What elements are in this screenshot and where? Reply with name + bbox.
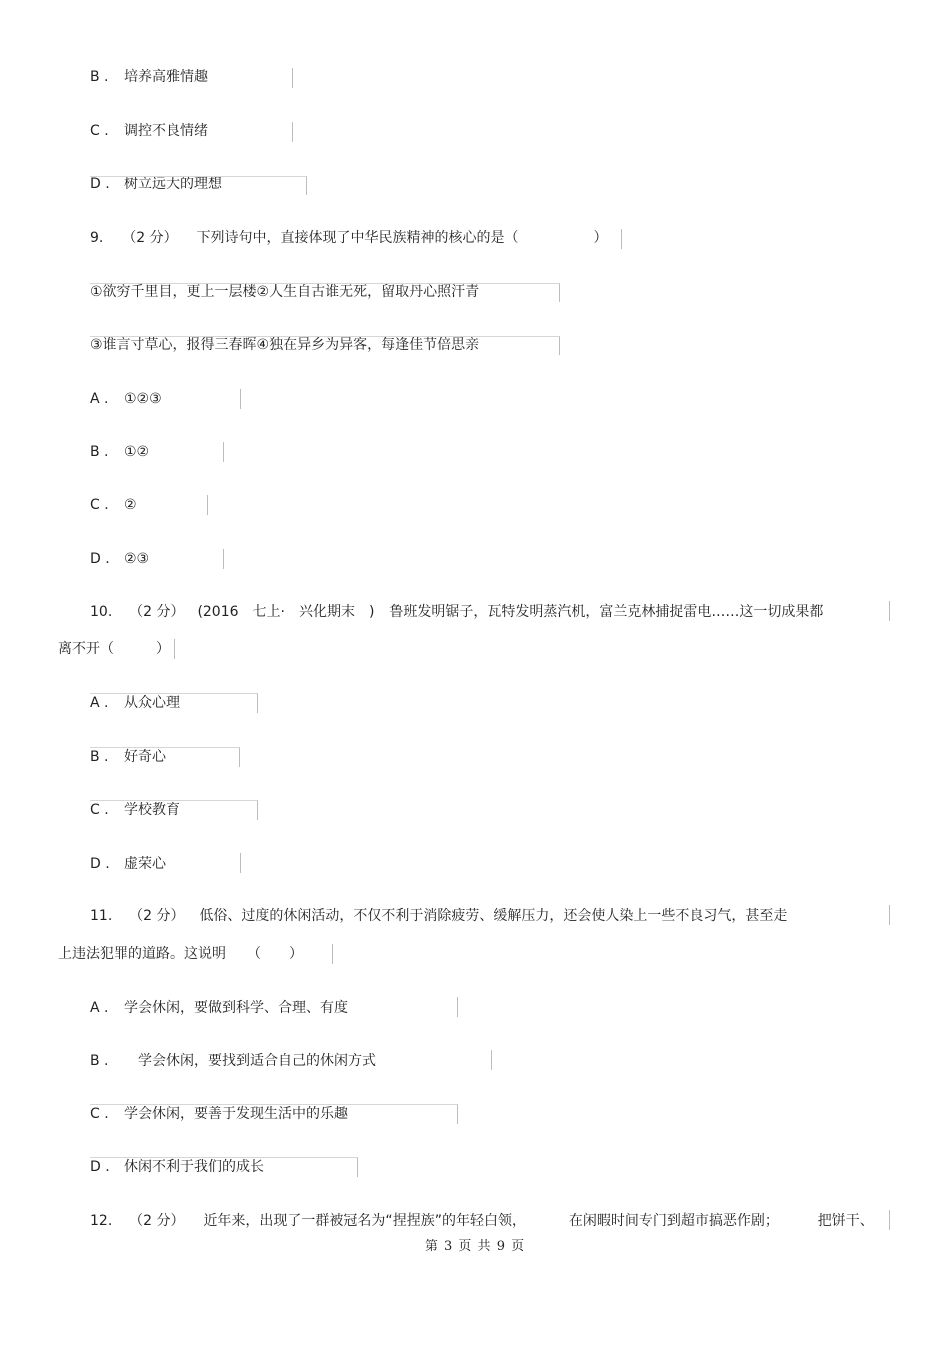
question-score: （2 分） — [129, 604, 185, 620]
answer-box-edge — [223, 549, 224, 569]
answer-box-edge — [90, 1157, 358, 1177]
option-label: A . — [90, 391, 109, 407]
option-label: B . — [90, 444, 109, 460]
answer-box-edge — [292, 122, 293, 142]
question-9-line-2: ③谁言寸草心，报得三春晖④独在异乡为异客，每逢佳节倍思亲 — [90, 337, 480, 353]
option-label: B . — [90, 69, 109, 85]
option-b — [90, 443, 149, 461]
answer-box-edge — [332, 944, 333, 964]
option-text: ② — [124, 497, 137, 513]
question-11 — [90, 907, 787, 925]
option-label: D . — [90, 1159, 110, 1175]
question-stem: 鲁班发明锯子，瓦特发明蒸汽机，富兰克林捕捉雷电……这一切成果都 — [389, 604, 824, 620]
option-text: 调控不良情绪 — [124, 123, 208, 139]
option-text: 学会休闲，要善于发现生活中的乐趣 — [124, 1106, 348, 1122]
answer-box-edge — [240, 853, 241, 873]
question-score: （2 分） — [129, 1213, 185, 1229]
question-number: 9. — [90, 230, 104, 246]
question-10 — [90, 603, 823, 621]
option-label: C . — [90, 1106, 109, 1122]
option-label: C . — [90, 802, 109, 818]
question-stem: 近年来，出现了一群被冠名为“捏捏族”的年轻白领， — [203, 1213, 526, 1229]
question-stem: 下列诗句中，直接体现了中华民族精神的核心的是（ — [196, 230, 519, 246]
answer-box-edge — [174, 639, 175, 659]
answer-box-edge — [207, 495, 208, 515]
answer-box-edge — [223, 442, 224, 462]
question-9-line-1: ①欲穷千里目，更上一层楼②人生自古谁无死，留取丹心照汗青 — [90, 284, 480, 300]
option-text: ②③ — [124, 551, 150, 567]
answer-box-edge — [90, 747, 240, 767]
option-text: 培养高雅情趣 — [124, 69, 208, 85]
question-9 — [90, 229, 607, 247]
question-source: (2016 七上· 兴化期末 ) — [197, 604, 375, 620]
option-label: B . — [90, 749, 109, 765]
option-label: D . — [90, 551, 110, 567]
question-score: （2 分） — [122, 230, 178, 246]
option-label: A . — [90, 695, 109, 711]
answer-box-edge — [621, 229, 622, 249]
option-label: C . — [90, 123, 109, 139]
answer-box-edge — [90, 336, 560, 355]
option-text: 好奇心 — [124, 749, 166, 765]
option-text: 学会休闲，要找到适合自己的休闲方式 — [138, 1053, 376, 1069]
option-text: 学会休闲，要做到科学、合理、有度 — [124, 1000, 348, 1016]
answer-box-edge — [90, 283, 560, 302]
question-number: 10. — [90, 604, 113, 620]
answer-box-edge — [889, 905, 890, 925]
option-text: 休闲不利于我们的成长 — [124, 1159, 264, 1175]
option-b — [90, 68, 208, 86]
option-label: A . — [90, 1000, 109, 1016]
answer-box-edge — [491, 1050, 492, 1070]
option-b — [90, 1052, 376, 1070]
answer-box-edge — [292, 68, 293, 88]
option-text: 从众心理 — [124, 695, 180, 711]
page-footer: 第 3 页 共 9 页 — [424, 1239, 526, 1254]
question-stem-cont: 离不开（ ） — [58, 641, 170, 657]
question-stem: 在闲暇时间专门到超市搞恶作剧； — [568, 1213, 779, 1229]
option-a — [90, 999, 348, 1017]
question-12 — [90, 1212, 874, 1230]
option-text: 树立远大的理想 — [124, 176, 222, 192]
question-score: （2 分） — [129, 908, 185, 924]
option-label: D . — [90, 856, 110, 872]
question-number: 11. — [90, 908, 113, 924]
answer-box-edge — [90, 1104, 458, 1124]
answer-box-edge — [889, 601, 890, 621]
option-text: 学校教育 — [124, 802, 180, 818]
answer-box-edge — [240, 389, 241, 409]
option-c — [90, 122, 208, 140]
question-paren-close: ） — [593, 230, 608, 246]
question-number: 12. — [90, 1213, 113, 1229]
option-label: C . — [90, 497, 109, 513]
answer-box-edge — [90, 176, 307, 195]
option-text: 虚荣心 — [124, 856, 166, 872]
option-d — [90, 855, 166, 873]
answer-box-edge — [889, 1210, 890, 1230]
option-label: D . — [90, 176, 110, 192]
answer-box-edge — [457, 997, 458, 1017]
question-stem: 把饼干、 — [817, 1213, 874, 1229]
option-c — [90, 496, 137, 514]
option-text: ①② — [124, 444, 150, 460]
option-d — [90, 550, 149, 568]
option-label: B . — [90, 1053, 109, 1069]
answer-box-edge — [90, 693, 258, 713]
question-stem-cont: 上违法犯罪的道路。这说明 （ ） — [58, 946, 303, 962]
option-a — [90, 390, 162, 408]
option-text: ①②③ — [124, 391, 162, 407]
question-stem: 低俗、过度的休闲活动，不仅不利于消除疲劳、缓解压力，还会使人染上一些不良习气，甚至走 — [199, 908, 788, 924]
answer-box-edge — [90, 800, 258, 820]
